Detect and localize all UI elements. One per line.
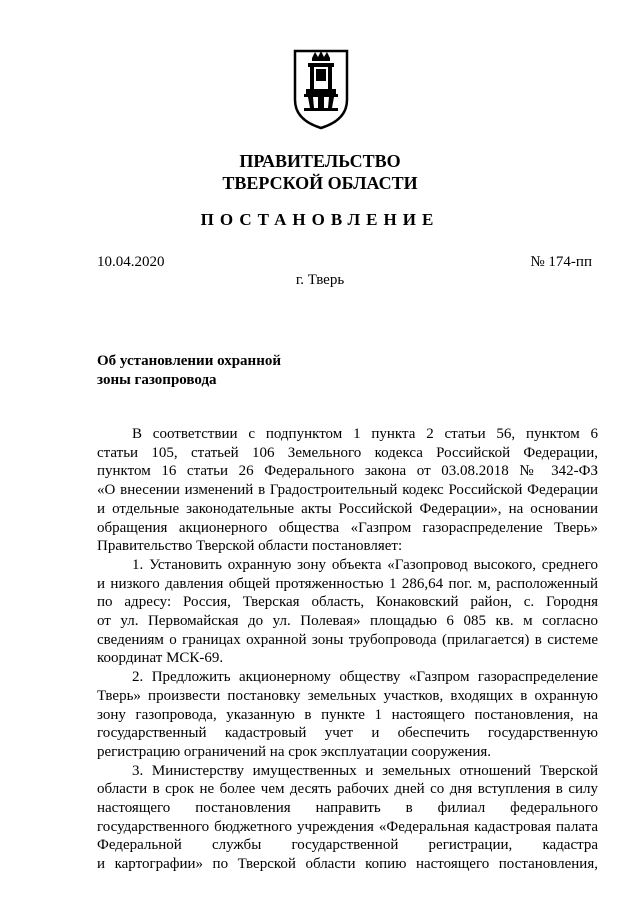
body-line: зону газопровода, указанную в пункте 1 настоящего постановления, на xyxy=(97,706,598,723)
body-line: от ул. Первомайская до ул. Полевая» площадью 6 085 кв. м согласно xyxy=(97,613,598,630)
body-line: государственный кадастровый учет и обеспечить государственную xyxy=(97,725,598,742)
body-line: области в срок не более чем десять рабочих дней со дня вступления в силу xyxy=(97,781,598,798)
document-date: 10.04.2020 xyxy=(97,254,165,270)
body-line: регистрацию ограничений на срок эксплуатации сооружения. xyxy=(97,743,492,760)
body-line: и отдельные законодательные акты Российской Федерации», на основании xyxy=(97,500,598,517)
body-line: государственного бюджетного учреждения «Федеральная кадастровая палата xyxy=(97,818,598,835)
body-line: Федеральной службы государственной регистрации, кадастра xyxy=(97,837,598,854)
body-line: и низкого давления общей протяженностью 1 286,64 пог. м, расположенный xyxy=(97,575,598,592)
body-line: пунктом 16 статьи 26 Федерального закона от 03.08.2018 № 342-ФЗ xyxy=(97,463,598,480)
body-line: Тверь» произвести постановку земельных участков, входящих в охранную xyxy=(97,687,598,704)
document-number: № 174-пп xyxy=(530,254,592,270)
organization-region: ТВЕРСКОЙ ОБЛАСТИ xyxy=(222,173,418,193)
body-line: Правительство Тверской области постановляет: xyxy=(97,538,403,555)
document-city: г. Тверь xyxy=(295,272,345,288)
tver-coat-of-arms-icon xyxy=(292,48,350,130)
body-line: настоящего постановления направить в филиал федерального xyxy=(97,800,598,817)
body-line: 2. Предложить акционерному обществу «Газпром газораспределение xyxy=(132,669,598,686)
organization-title: ПРАВИТЕЛЬСТВО xyxy=(239,151,401,171)
body-line: обращения акционерного общества «Газпром газораспределение Тверь» xyxy=(97,519,598,536)
subject-line: зоны газопровода xyxy=(97,372,217,388)
document-subject xyxy=(97,352,281,390)
body-line: 3. Министерству имущественных и земельных отношений Тверской xyxy=(132,762,598,779)
body-line: координат МСК-69. xyxy=(97,650,224,667)
body-line: В соответствии с подпунктом 1 пункта 2 статьи 56, пунктом 6 xyxy=(132,426,598,442)
body-line: «О внесении изменений в Градостроительный кодекс Российской Федерации xyxy=(97,482,598,499)
document-body xyxy=(97,425,598,874)
body-line: статьи 105, статьей 106 Земельного кодекса Российской Федерации, xyxy=(97,444,598,461)
body-line: и картографии» по Тверской области копию настоящего постановления, xyxy=(97,856,598,873)
subject-line: Об установлении охранной xyxy=(97,353,281,369)
body-line: 1. Установить охранную зону объекта «Газопровод высокого, среднего xyxy=(132,556,598,573)
document-type: ПОСТАНОВЛЕНИЕ xyxy=(200,210,440,229)
body-line: по адресу: Россия, Тверская область, Конаковский район, с. Городня xyxy=(97,594,598,611)
body-line: сведениям о границах охранной зоны трубопровода (прилагается) в системе xyxy=(97,631,598,648)
